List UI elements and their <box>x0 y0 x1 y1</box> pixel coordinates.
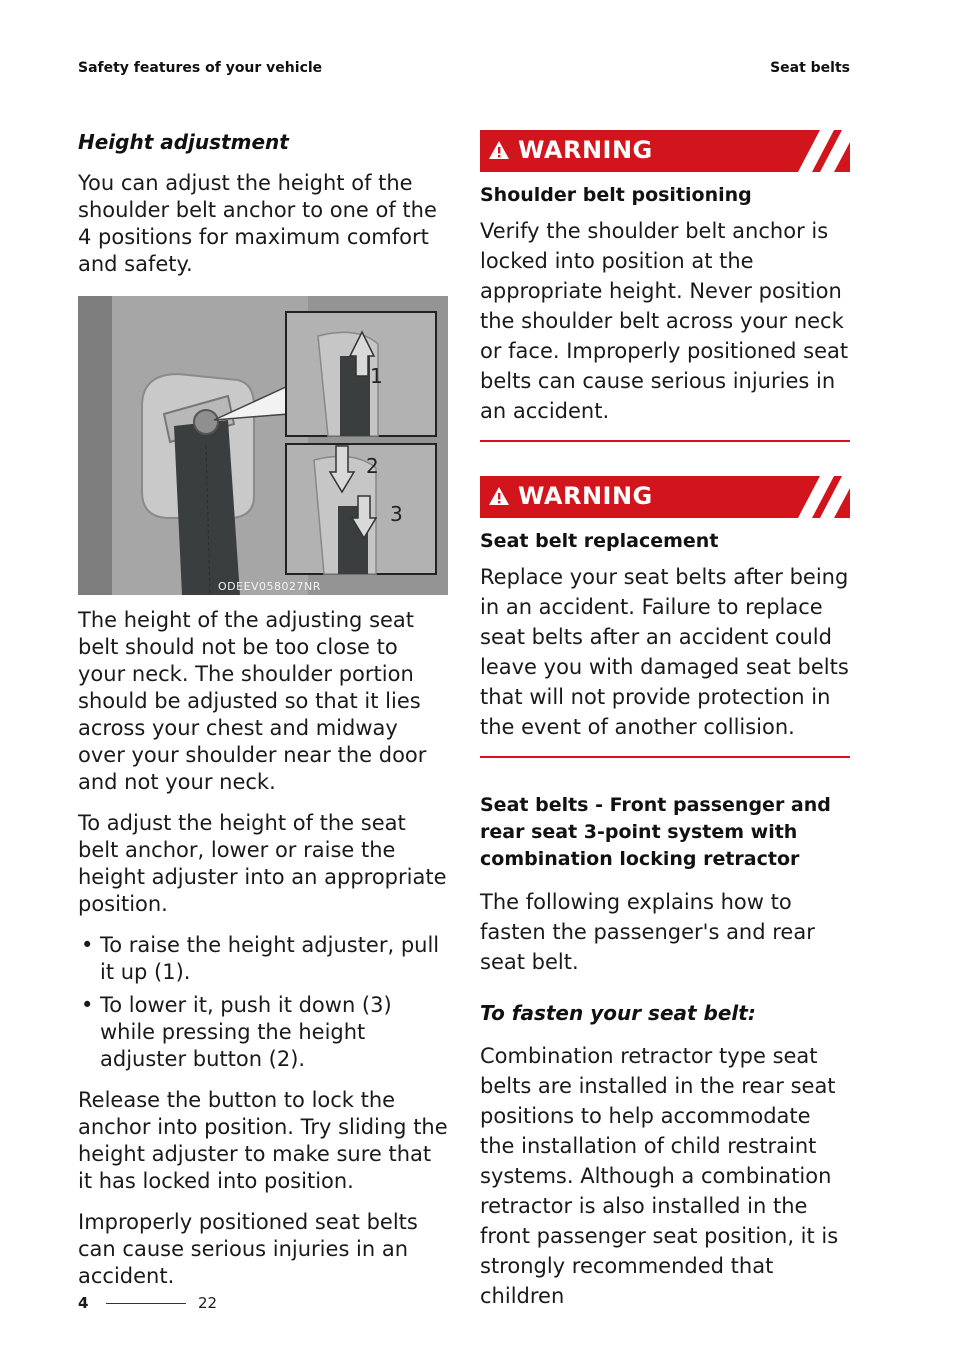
combination-retractor-heading: Seat belts - Front passenger and rear seat 3-point system with combination locking retractor <box>480 794 831 870</box>
warning-stripes-icon <box>788 130 850 172</box>
bullet-marker: • <box>81 933 94 957</box>
adjust-instructions-paragraph: To adjust the height of the seat belt anchor, lower or raise the height adjuster into an appropriate position. <box>78 811 447 916</box>
warning-block-belt-replacement <box>480 476 850 758</box>
figure-callout-2: 2 <box>366 454 379 478</box>
warning-text: Verify the shoulder belt anchor is locked into position at the appropriate height. Never position the shoulder belt across your neck or face. Improperly positioned seat belts can cause serious injuries in an accident. <box>480 219 849 423</box>
height-adjustment-heading: Height adjustment <box>78 130 289 154</box>
fasten-seat-belt-heading: To fasten your seat belt: <box>480 1001 756 1025</box>
injury-warning-paragraph: Improperly positioned seat belts can cause serious injuries in an accident. <box>78 1210 418 1288</box>
footer-page-number: 22 <box>198 1294 218 1312</box>
figure-callout-1: 1 <box>370 364 383 388</box>
belt-height-paragraph: The height of the adjusting seat belt should not be too close to your neck. The shoulder portion should be adjusted so that it lies across your chest and midway over your shoulder near the door and not your neck. <box>78 608 427 794</box>
fasten-explanation-paragraph: The following explains how to fasten the passenger's and rear seat belt. <box>480 890 815 974</box>
warning-banner <box>480 130 850 172</box>
left-column <box>78 130 450 1304</box>
release-button-paragraph: Release the button to lock the anchor into position. Try sliding the height adjuster to make sure that it has locked into position. <box>78 1088 448 1193</box>
warning-subtitle: Seat belt replacement <box>480 530 719 552</box>
warning-stripes-icon <box>788 476 850 518</box>
footer-rule <box>106 1303 186 1304</box>
warning-banner <box>480 476 850 518</box>
list-item-text: To lower it, push it down (3) while pressing the height adjuster button (2). <box>100 993 392 1071</box>
warning-triangle-icon <box>488 140 510 160</box>
running-header-chapter: Safety features of your vehicle <box>78 60 323 76</box>
seat-belt-anchor-figure <box>78 296 448 595</box>
right-column <box>480 130 850 1325</box>
warning-block-shoulder-belt <box>480 130 850 442</box>
bullet-marker: • <box>81 993 94 1017</box>
warning-text: Replace your seat belts after being in an accident. Failure to replace seat belts after an accident could leave you with damaged seat belts that will not provide protection in the event of another collision. <box>480 565 849 739</box>
running-header-section: Seat belts <box>770 60 850 76</box>
adjust-steps-list <box>78 932 450 1073</box>
seat-belt-anchor-illustration <box>78 296 448 595</box>
list-item <box>78 992 450 1073</box>
list-item <box>78 932 450 986</box>
warning-subtitle: Shoulder belt positioning <box>480 184 752 206</box>
warning-title: WARNING <box>518 136 653 164</box>
right-body-text <box>480 887 850 1311</box>
warning-divider <box>480 756 850 758</box>
warning-title: WARNING <box>518 482 653 510</box>
figure-caption: ODEEV058027NR <box>218 580 321 593</box>
footer-chapter-number: 4 <box>78 1294 89 1312</box>
warning-divider <box>480 440 850 442</box>
combination-retractor-paragraph: Combination retractor type seat belts are installed in the rear seat positions to help accommodate the installation of child restraint systems. Although a combination retractor is also installed in the front passenger seat position, it is strongly recommended that children <box>480 1044 839 1308</box>
list-item-text: To raise the height adjuster, pull it up (1). <box>100 933 440 984</box>
figure-callout-3: 3 <box>390 502 403 526</box>
warning-triangle-icon <box>488 486 510 506</box>
intro-paragraph: You can adjust the height of the shoulder belt anchor to one of the 4 positions for maximum comfort and safety. <box>78 171 437 276</box>
